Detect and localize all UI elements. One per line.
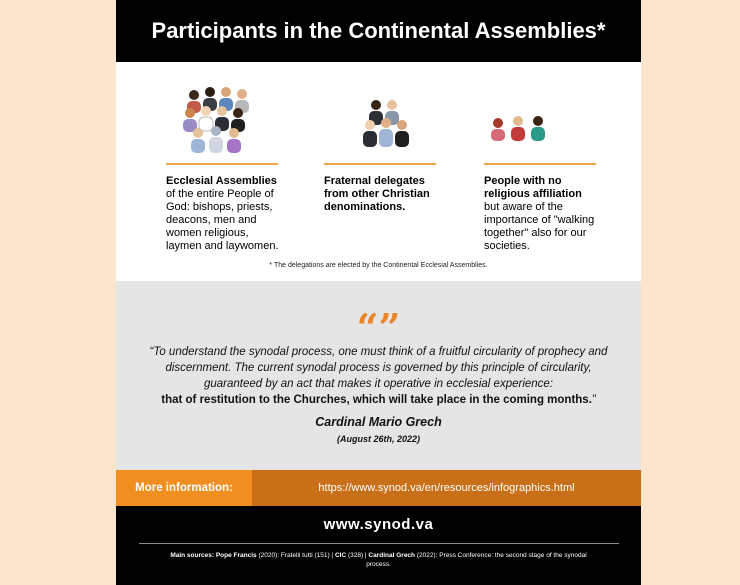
page-title: Participants in the Continental Assemblies* (116, 0, 641, 62)
quote-block (116, 281, 641, 470)
quote-emphasis: that of restitution to the Churches, which will take place in the coming months. (161, 394, 592, 406)
column-text (166, 175, 281, 253)
column-heading: People with no religious affiliation (484, 175, 582, 200)
column-text (324, 175, 439, 214)
quote-close: ” (591, 394, 596, 406)
source-text: (2020): Fratelli tutti (151) | (256, 552, 335, 559)
more-info-bar (116, 470, 641, 506)
column-rule (324, 163, 436, 165)
source-text: (2022): Press Conference: the second stage of the synodal process. (366, 552, 587, 568)
column-ecclesial (166, 85, 281, 253)
quote-author: Cardinal Mario Grech (315, 415, 442, 429)
infographic-card (116, 0, 641, 585)
site-link[interactable]: www.synod.va (323, 516, 434, 533)
quote-mark-icon: “” (356, 305, 401, 350)
more-info-link[interactable]: https://www.synod.va/en/resources/infographics.html (318, 482, 575, 494)
column-rule (484, 163, 596, 165)
source-label: Cardinal Grech (368, 552, 416, 559)
more-info-label: More information: (116, 470, 252, 506)
footer (116, 506, 641, 585)
ecclesial-people-illustration (176, 85, 256, 155)
column-text (484, 175, 599, 253)
column-heading: Ecclesial Assemblies (166, 175, 277, 187)
fraternal-delegates-illustration (346, 85, 426, 155)
no-affiliation-people-illustration (484, 85, 564, 155)
column-no-affiliation (484, 85, 599, 253)
source-label: CIC (334, 552, 347, 559)
source-label: Main sources: Pope Francis (170, 552, 257, 559)
quote-date: (August 26th, 2022) (336, 434, 421, 444)
footer-divider (139, 543, 619, 544)
quote-body: “To understand the synodal process, one must think of a fruitful circularity of prophecy and discernment. The current synodal process is governed by this principle of circularity, guaranteed by an act that makes it operative in ecclesial experience: (149, 346, 608, 390)
column-fraternal (324, 85, 439, 214)
sources-text (166, 551, 591, 569)
column-heading: Fraternal delegates from other Christian denominations. (324, 175, 430, 213)
column-body: but aware of the importance of "walking together" also for our societies. (484, 201, 595, 252)
column-rule (166, 163, 278, 165)
quote-text (136, 344, 621, 408)
column-body: of the entire People of God: bishops, priests, deacons, men and women religious, laymen and laywomen. (166, 188, 279, 252)
source-text: (328) | (346, 552, 369, 559)
footnote: * The delegations are elected by the Continental Ecclesial Assemblies. (269, 262, 488, 269)
